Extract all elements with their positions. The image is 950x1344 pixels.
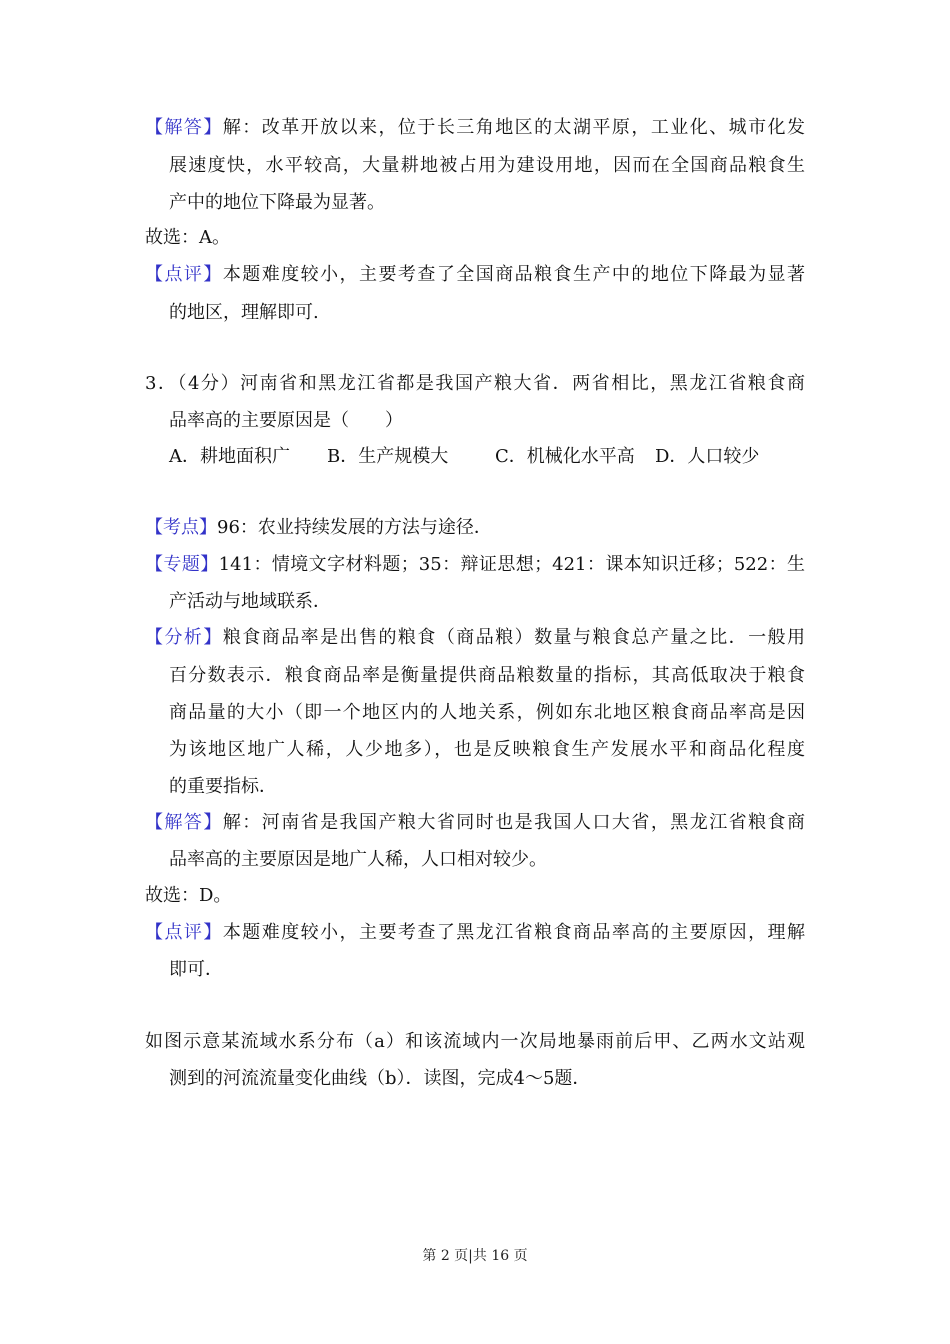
q2-answer-line: 产中的地位下降最为显著。 <box>169 192 385 213</box>
answer-text: 解：改革开放以来，位于长三角地区的太湖平原，工业化、城市化发 <box>222 117 806 138</box>
q3-stem-line: 品率高的主要原因是（ ） <box>169 410 403 431</box>
q3-answer-line: 品率高的主要原因是地广人稀，人口相对较少。 <box>169 849 547 870</box>
intro-line: 测到的河流流量变化曲线（b）．读图，完成4～5题． <box>169 1068 591 1089</box>
q3-comment-line: 即可． <box>169 959 223 980</box>
comment-tag: 【点评】 <box>145 264 223 285</box>
option-b: B．生产规模大 <box>327 446 449 467</box>
q2-answer-line: 展速度快，水平较高，大量耕地被占用为建设用地，因而在全国商品粮食生 <box>169 155 805 176</box>
q3-answer-line <box>145 811 805 835</box>
option-d: D．人口较少 <box>655 446 760 467</box>
q3-stem-line: 3．（4分）河南省和黑龙江省都是我国产粮大省．两省相比，黑龙江省粮食商 <box>145 373 805 394</box>
analysis-text: 粮食商品率是出售的粮食（商品粮）数量与粮食总产量之比．一般用 <box>222 627 806 648</box>
q3-analysis-line: 为该地区地广人稀，人少地多），也是反映粮食生产发展水平和商品化程度 <box>169 739 805 760</box>
page-footer: 第 2 页|共 16 页 <box>422 1248 528 1264</box>
analysis-tag: 【分析】 <box>145 627 223 648</box>
q2-choice: 故选：A。 <box>145 227 230 248</box>
comment-text: 本题难度较小，主要考查了全国商品粮食生产中的地位下降最为显著 <box>222 264 806 285</box>
q3-point <box>145 516 492 540</box>
q3-topic-line: 产活动与地域联系． <box>169 591 331 612</box>
q3-analysis-line: 的重要指标． <box>169 776 277 797</box>
q2-answer-line <box>145 116 805 140</box>
answer-tag: 【解答】 <box>145 117 223 138</box>
option-a: A．耕地面积广 <box>169 446 290 467</box>
q3-choice: 故选：D。 <box>145 885 232 906</box>
comment-text: 本题难度较小，主要考查了黑龙江省粮食商品率高的主要原因，理解 <box>222 922 806 943</box>
point-text: 96：农业持续发展的方法与途径． <box>217 517 492 538</box>
q3-analysis-line <box>145 626 805 650</box>
comment-tag: 【点评】 <box>145 922 223 943</box>
topic-text: 141：情境文字材料题；35：辩证思想；421：课本知识迁移；522：生 <box>218 554 806 575</box>
intro-line: 如图示意某流域水系分布（a）和该流域内一次局地暴雨前后甲、乙两水文站观 <box>145 1031 805 1052</box>
q3-topic-line <box>145 553 805 577</box>
answer-text: 解：河南省是我国产粮大省同时也是我国人口大省，黑龙江省粮食商 <box>222 812 806 833</box>
option-c: C．机械化水平高 <box>495 446 635 467</box>
q2-comment-line: 的地区，理解即可. <box>169 302 319 323</box>
q3-analysis-line: 百分数表示．粮食商品率是衡量提供商品粮数量的指标，其高低取决于粮食 <box>169 665 805 686</box>
q2-comment-line <box>145 263 805 287</box>
q3-analysis-line: 商品量的大小（即一个地区内的人地关系，例如东北地区粮食商品率高是因 <box>169 702 805 723</box>
topic-tag: 【专题】 <box>145 554 219 575</box>
answer-tag: 【解答】 <box>145 812 223 833</box>
q3-options <box>169 445 759 469</box>
q3-comment-line <box>145 921 805 945</box>
point-tag: 【考点】 <box>145 517 217 538</box>
